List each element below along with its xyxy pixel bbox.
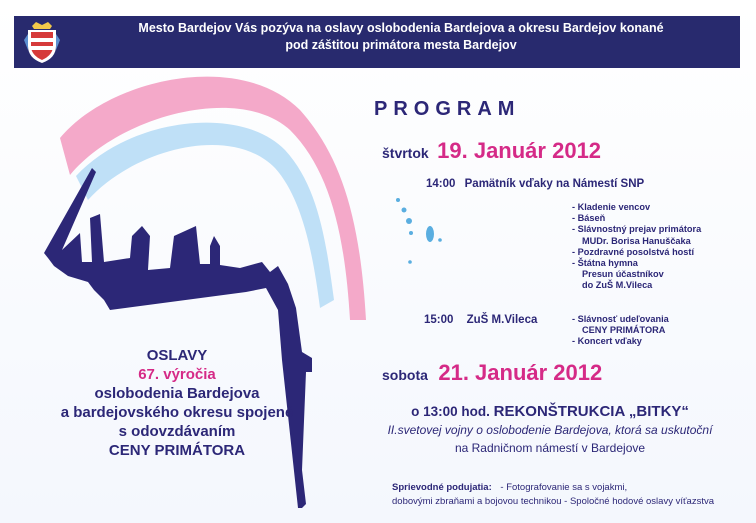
- event-2-time: 15:00: [424, 314, 454, 326]
- accompanying-line-1: - Fotografovanie sa s vojakmi,: [500, 482, 628, 493]
- celebration-line-3: oslobodenia Bardejova: [94, 385, 260, 402]
- event-2-title: ZuŠ M.Vileca: [466, 314, 538, 326]
- day2-weekday: sobota: [382, 367, 428, 383]
- accompanying-line-2: dobovými zbraňami a bojovou technikou - Spoločné hodové oslavy víťazstva: [392, 496, 714, 507]
- list-item: MUDr. Borisa Hanuščaka: [582, 235, 691, 246]
- list-item: Presun účastníkov: [582, 269, 664, 280]
- event-1: [426, 178, 644, 190]
- event-2-items: [572, 314, 669, 348]
- list-item: - Pozdravné posolstvá hostí: [572, 246, 695, 257]
- list-item: - Štátna hymna: [572, 258, 638, 269]
- celebration-line-2: 67. výročia: [138, 366, 216, 383]
- reconstruction-name: REKONŠTRUKCIA „BITKY“: [493, 403, 689, 420]
- event-1-time: 14:00: [426, 178, 456, 190]
- banner-line-1: Mesto Bardejov Vás pozýva na oslavy oslobodenia Bardejova a okresu Bardejov konané: [138, 21, 664, 35]
- list-item: do ZuŠ M.Vileca: [582, 280, 653, 291]
- day1-weekday: štvrtok: [382, 145, 429, 161]
- celebration-line-4: a bardejovského okresu spojené: [60, 404, 294, 421]
- event-1-title: Pamätník vďaky na Námestí SNP: [464, 178, 645, 190]
- reconstruction-desc-2: na Radničnom námestí v Bardejove: [454, 441, 646, 455]
- list-item: CENY PRIMÁTORA: [582, 325, 666, 336]
- day1-heading: [382, 138, 601, 164]
- list-item: - Slávnostný prejav primátora: [572, 224, 702, 235]
- reconstruction-time: o 13:00 hod.: [411, 404, 490, 419]
- list-item: - Koncert vďaky: [572, 336, 642, 347]
- reconstruction-event: [360, 403, 740, 456]
- program-title: PROGRAM: [374, 98, 521, 120]
- celebration-block: [14, 346, 340, 460]
- reconstruction-title: [360, 403, 740, 420]
- celebration-line-1: OSLAVY: [146, 347, 208, 364]
- accompanying-events: [392, 482, 714, 507]
- event-1-items: [572, 202, 701, 292]
- list-item: - Kladenie vencov: [572, 202, 651, 212]
- accompanying-label: Sprievodné podujatia:: [392, 482, 492, 493]
- day2-date: 21. Január 2012: [438, 360, 603, 385]
- list-item: - Báseň: [572, 213, 606, 224]
- day1-date: 19. Január 2012: [437, 138, 602, 163]
- decorative-dots: [396, 198, 442, 264]
- banner-line-2: pod záštitou primátora mesta Bardejov: [285, 38, 517, 52]
- list-item: - Slávnosť udeľovania: [572, 314, 669, 324]
- day2-heading: [382, 360, 602, 386]
- celebration-line-6: CENY PRIMÁTORA: [108, 442, 246, 459]
- celebration-line-5: s odovzdávaním: [118, 423, 236, 440]
- reconstruction-desc-1: II.svetovej vojny o oslobodenie Bardejova, ktorá sa uskutoční: [387, 423, 713, 437]
- event-2: [424, 314, 537, 326]
